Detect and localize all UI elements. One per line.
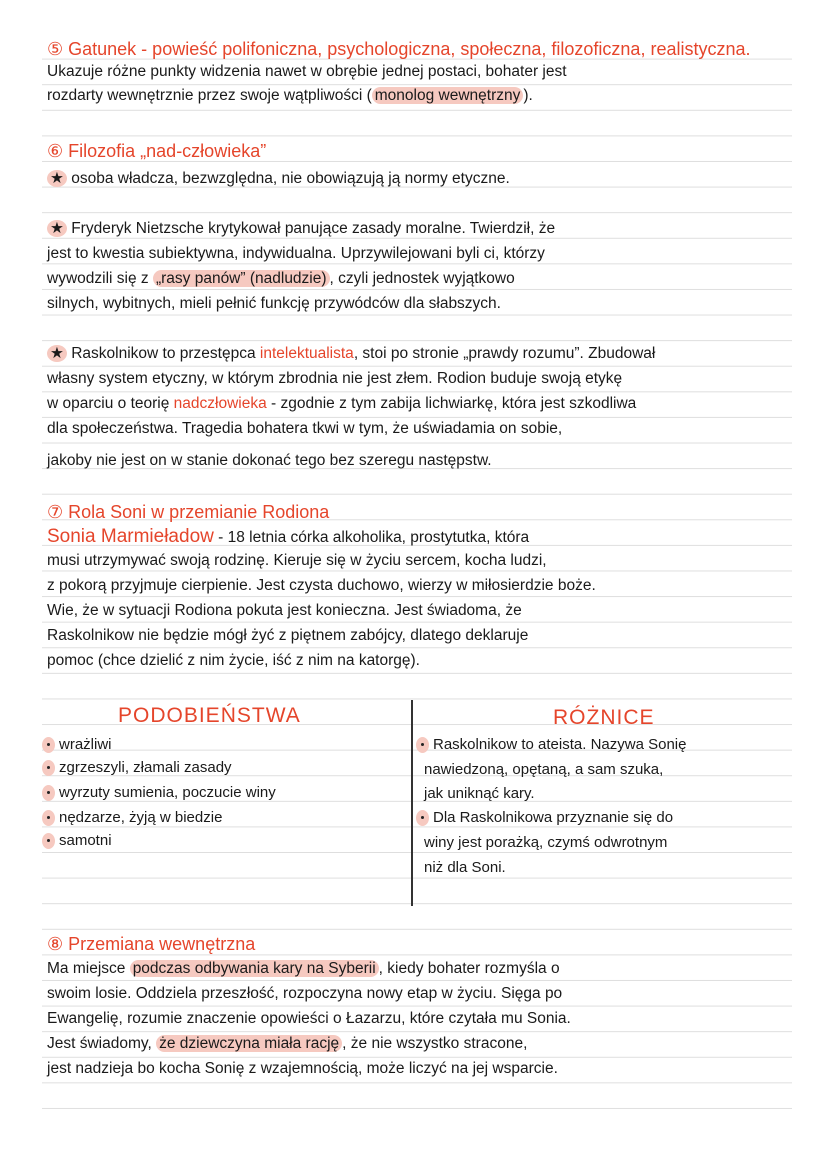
highlighted-text: podczas odbywania kary na Syberii xyxy=(130,960,379,977)
text-segment: , że nie wszystko stracone, xyxy=(342,1035,528,1052)
bullet-icon xyxy=(42,737,55,753)
difference-text: nawiedzoną, opętaną, a sam szuka, xyxy=(424,761,664,778)
note-line xyxy=(47,394,636,414)
text-segment: w oparciu o teorię xyxy=(47,395,174,412)
similarity-text: nędzarze, żyją w biedzie xyxy=(59,809,223,826)
note-line xyxy=(47,576,596,596)
note-line xyxy=(47,269,515,289)
note-line xyxy=(47,86,533,106)
note-line xyxy=(47,527,529,548)
note-line xyxy=(47,219,555,239)
page-margin-left xyxy=(0,0,42,1171)
similarity-item xyxy=(42,783,276,803)
difference-text: Dla Raskolnikowa przyznanie się do xyxy=(433,809,674,826)
difference-text: jak uniknąć kary. xyxy=(424,785,535,802)
text-segment: musi utrzymywać swoją rodzinę. Kieruje się w życiu sercem, kocha ludzi, xyxy=(47,552,547,569)
text-segment: jest to kwestia subiektywna, indywidualna. Uprzywilejowani byli ci, którzy xyxy=(47,245,545,262)
similarity-item xyxy=(42,808,222,828)
note-line xyxy=(47,651,420,671)
similarity-text: zgrzeszyli, złamali zasady xyxy=(59,759,232,776)
text-segment: rozdarty wewnętrznie przez swoje wątpliwości ( xyxy=(47,87,372,104)
note-line xyxy=(47,344,655,364)
text-segment: wywodzili się z xyxy=(47,270,153,287)
similarity-item xyxy=(42,735,112,755)
similarity-text: wrażliwi xyxy=(59,736,112,753)
text-segment: swoim losie. Oddziela przeszłość, rozpoczyna nowy etap w życiu. Sięga po xyxy=(47,985,563,1002)
text-segment: Fryderyk Nietzsche krytykował panujące zasady moralne. Twierdził, że xyxy=(66,220,556,237)
text-segment: ). xyxy=(523,87,533,104)
difference-text: niż dla Soni. xyxy=(424,859,506,876)
text-segment: jest nadzieja bo kocha Sonię z wzajemnością, może liczyć na jej wsparcie. xyxy=(47,1060,558,1077)
bullet-icon xyxy=(416,810,429,826)
similarity-text: wyrzuty sumienia, poczucie winy xyxy=(59,784,276,801)
text-segment: ⑦ Rola Soni w przemianie Rodiona xyxy=(47,502,330,522)
note-line xyxy=(47,984,562,1004)
emphasized-text: intelektualista xyxy=(259,345,354,362)
note-line xyxy=(47,1034,527,1054)
note-line xyxy=(47,551,547,571)
differences-heading: RÓŻNICE xyxy=(553,706,655,729)
note-line xyxy=(47,959,560,979)
difference-line xyxy=(424,833,667,853)
star-icon: ★ xyxy=(47,170,67,187)
text-segment: Ewangelię, rozumie znaczenie opowieści o Łazarzu, które czytała mu Sonia. xyxy=(47,1010,571,1027)
bullet-icon xyxy=(42,785,55,801)
text-segment: Raskolnikow to przestępca xyxy=(66,345,260,362)
difference-line xyxy=(424,760,663,780)
text-segment: , stoi po stronie „prawdy rozumu”. Zbudował xyxy=(353,345,656,362)
text-segment: silnych, wybitnych, mieli pełnić funkcję przywódców dla słabszych. xyxy=(47,295,501,312)
emphasized-text: nadczłowieka xyxy=(173,395,267,412)
emphasized-text: Sonia Marmieładow xyxy=(47,526,214,547)
difference-text: Raskolnikow to ateista. Nazywa Sonię xyxy=(433,736,687,753)
similarity-item xyxy=(42,831,112,851)
text-segment: dla społeczeństwa. Tragedia bohatera tkwi w tym, że uświadamia on sobie, xyxy=(47,420,563,437)
note-line xyxy=(47,601,522,621)
highlighted-text: „rasy panów” (nadludzie) xyxy=(153,270,330,287)
note-line xyxy=(47,626,528,646)
similarities-heading: PODOBIEŃSTWA xyxy=(118,704,301,727)
text-segment: , czyli jednostek wyjątkowo xyxy=(329,270,515,287)
text-segment: z pokorą przyjmuje cierpienie. Jest czysta duchowo, wierzy w miłosierdzie boże. xyxy=(47,577,596,594)
text-segment: ⑧ Przemiana wewnętrzna xyxy=(47,934,256,954)
note-line xyxy=(47,1009,571,1029)
text-segment: , kiedy bohater rozmyśla o xyxy=(378,960,560,977)
bullet-icon xyxy=(42,833,55,849)
difference-line xyxy=(416,735,686,755)
section-heading xyxy=(47,502,329,522)
table-divider xyxy=(411,700,413,906)
difference-line xyxy=(424,784,535,804)
text-segment: - 18 letnia córka alkoholika, prostytutka, która xyxy=(213,529,530,546)
text-segment: jakoby nie jest on w stanie dokonać tego bez szeregu następstw. xyxy=(47,452,492,469)
highlighted-text: że dziewczyna miała rację xyxy=(156,1035,342,1052)
difference-line xyxy=(416,808,673,828)
text-segment: Jest świadomy, xyxy=(47,1035,157,1052)
note-line xyxy=(47,294,501,314)
note-line xyxy=(47,1059,558,1079)
note-line xyxy=(47,451,492,471)
note-line xyxy=(47,62,567,82)
star-icon: ★ xyxy=(47,220,67,237)
star-icon: ★ xyxy=(47,345,67,362)
section-heading xyxy=(47,141,266,161)
text-segment: ⑤ Gatunek - powieść polifoniczna, psychologiczna, społeczna, filozoficzna, realistyczna. xyxy=(47,39,751,59)
difference-line xyxy=(424,858,506,878)
page-margin-right xyxy=(792,0,828,1171)
text-segment: Wie, że w sytuacji Rodiona pokuta jest konieczna. Jest świadoma, że xyxy=(47,602,522,619)
highlighted-text: monolog wewnętrzny xyxy=(372,87,524,104)
note-line xyxy=(47,369,622,389)
section-heading xyxy=(47,39,751,59)
section-heading xyxy=(47,934,255,954)
bullet-icon xyxy=(42,760,55,776)
text-segment: Ukazuje różne punkty widzenia nawet w obrębie jednej postaci, bohater jest xyxy=(47,63,567,80)
note-line xyxy=(47,169,510,189)
text-segment: pomoc (chce dzielić z nim życie, iść z nim na katorgę). xyxy=(47,652,420,669)
note-line xyxy=(47,244,545,264)
similarity-text: samotni xyxy=(59,832,112,849)
note-line xyxy=(47,419,562,439)
bullet-icon xyxy=(42,810,55,826)
text-segment: ⑥ Filozofia „nad-człowieka” xyxy=(47,141,267,161)
text-segment: Raskolnikow nie będzie mógł żyć z piętnem zabójcy, dlatego deklaruje xyxy=(47,627,529,644)
text-segment: Ma miejsce xyxy=(47,960,130,977)
text-segment: - zgodnie z tym zabija lichwiarkę, która jest szkodliwa xyxy=(266,395,637,412)
text-segment: osoba władcza, bezwzględna, nie obowiązują ją normy etyczne. xyxy=(66,170,510,187)
text-segment: własny system etyczny, w którym zbrodnia nie jest złem. Rodion buduje swoją etykę xyxy=(47,370,623,387)
similarity-item xyxy=(42,758,232,778)
difference-text: winy jest porażką, czymś odwrotnym xyxy=(424,834,668,851)
bullet-icon xyxy=(416,737,429,753)
